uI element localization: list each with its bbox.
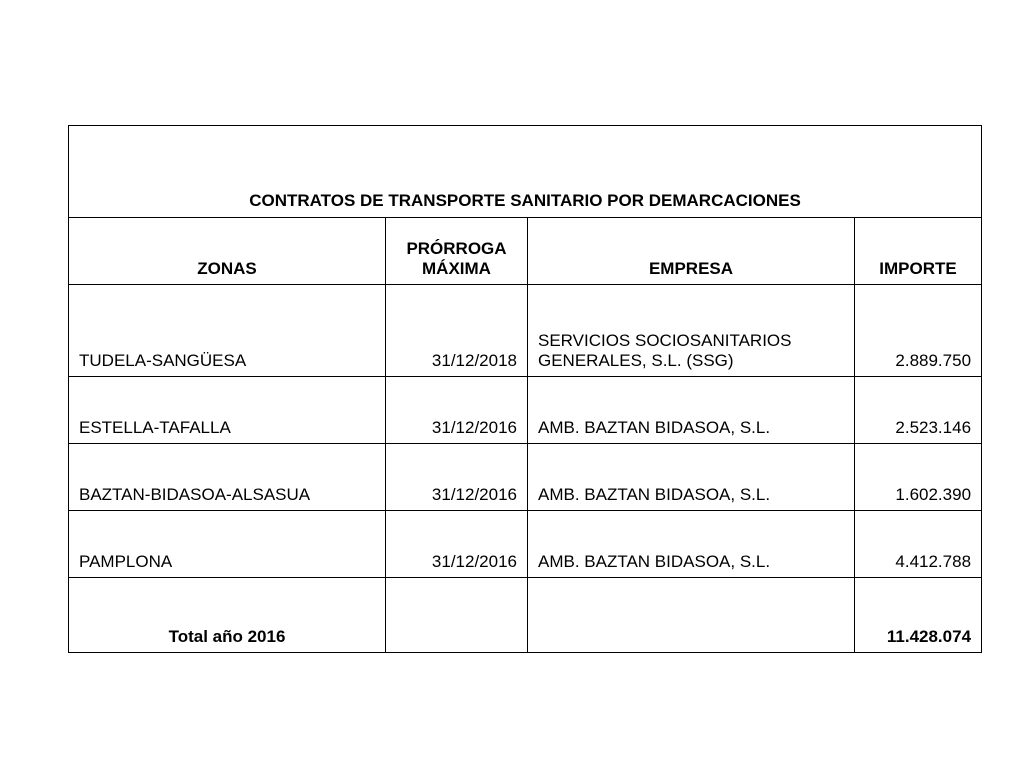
cell-importe: 2.889.750 [855, 285, 982, 377]
cell-empresa [528, 285, 855, 377]
header-row [69, 218, 982, 285]
cell-importe: 2.523.146 [855, 377, 982, 444]
table-row [69, 285, 982, 377]
table-row [69, 444, 982, 511]
total-empty-prorroga [386, 578, 528, 653]
cell-zona: BAZTAN-BIDASOA-ALSASUA [69, 444, 386, 511]
total-row [69, 578, 982, 653]
cell-empresa-line1: SERVICIOS SOCIOSANITARIOS [538, 331, 792, 350]
cell-empresa: AMB. BAZTAN BIDASOA, S.L. [528, 511, 855, 578]
header-prorroga-line1: PRÓRROGA [406, 239, 507, 258]
table-row [69, 377, 982, 444]
cell-empresa-line2: GENERALES, S.L. (SSG) [538, 351, 734, 370]
header-prorroga [386, 218, 528, 285]
header-importe: IMPORTE [855, 218, 982, 285]
cell-prorroga: 31/12/2016 [386, 377, 528, 444]
cell-zona: TUDELA-SANGÜESA [69, 285, 386, 377]
table-title: CONTRATOS DE TRANSPORTE SANITARIO POR DEMARCACIONES [69, 126, 982, 218]
title-row [69, 126, 982, 218]
total-importe: 11.428.074 [855, 578, 982, 653]
cell-prorroga: 31/12/2016 [386, 444, 528, 511]
header-zonas: ZONAS [69, 218, 386, 285]
cell-zona: ESTELLA-TAFALLA [69, 377, 386, 444]
header-empresa: EMPRESA [528, 218, 855, 285]
cell-importe: 4.412.788 [855, 511, 982, 578]
cell-prorroga: 31/12/2018 [386, 285, 528, 377]
contracts-table [68, 125, 982, 653]
table-row [69, 511, 982, 578]
cell-prorroga: 31/12/2016 [386, 511, 528, 578]
cell-importe: 1.602.390 [855, 444, 982, 511]
cell-empresa: AMB. BAZTAN BIDASOA, S.L. [528, 444, 855, 511]
total-label: Total año 2016 [69, 578, 386, 653]
total-empty-empresa [528, 578, 855, 653]
header-prorroga-line2: MÁXIMA [422, 259, 491, 278]
cell-empresa: AMB. BAZTAN BIDASOA, S.L. [528, 377, 855, 444]
cell-zona: PAMPLONA [69, 511, 386, 578]
